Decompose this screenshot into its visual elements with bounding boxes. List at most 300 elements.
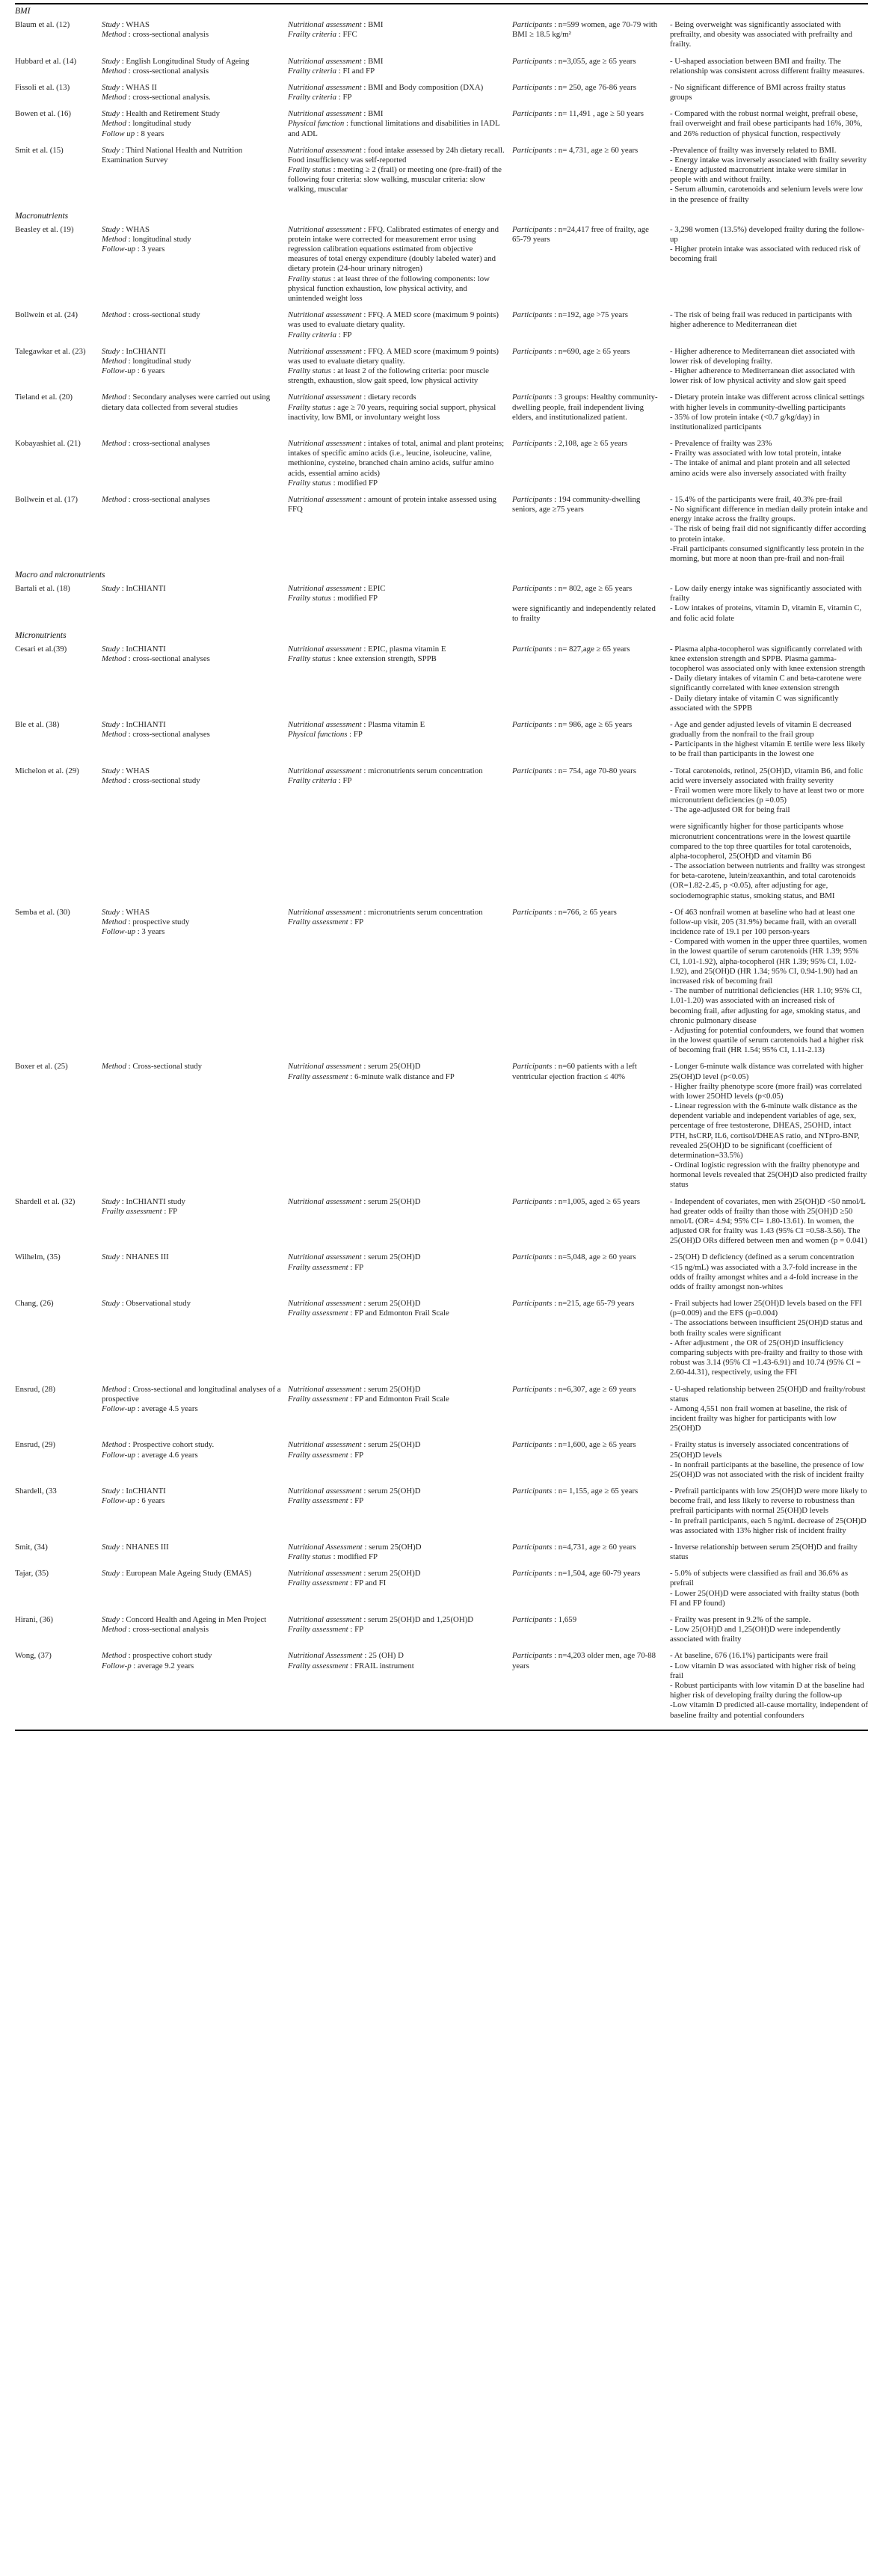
participants-cell-key: Participants (512, 1651, 553, 1661)
participants-cell-sep: : (552, 1062, 559, 1072)
study-cell-line (102, 1569, 283, 1579)
study-cell-key: Study (102, 1614, 120, 1624)
study-cell-line (102, 1625, 283, 1635)
assessment-cell-line (288, 67, 505, 76)
participants-cell (512, 439, 670, 488)
participants-cell-sep: : (552, 20, 559, 30)
participants-cell-key: Participants (512, 20, 553, 30)
study-cell-sep: : (120, 766, 126, 775)
assessment-cell-value: at least 2 of the following criteria: poor muscle strength, exhaustion, slow gait speed, low physical activity (288, 366, 489, 386)
assessment-cell (288, 584, 512, 624)
assessment-cell-sep: : (361, 907, 369, 917)
finding-line: - Adjusting for potential confounders, we found that women in the lowest quartile of serum carotenoids had a higher risk of becoming frail (HR 1.54; 95% CI, 1.11-2.13) (670, 1025, 864, 1055)
finding-line: - No significant difference of BMI across frailty status groups (670, 82, 846, 102)
participants-cell-sep: : (552, 439, 559, 449)
study-cell-sep: : (120, 1487, 126, 1496)
participants-cell-sep: : (552, 1299, 559, 1309)
participants-cell (512, 766, 670, 816)
assessment-cell-value: modified FP (337, 1552, 378, 1562)
assessment-cell-key: Frailty assessment (288, 1661, 348, 1670)
assessment-cell-key: Frailty assessment (288, 1625, 348, 1635)
study-cell-sep: : (120, 224, 126, 234)
participants-cell-line (512, 1252, 658, 1262)
finding-line: - U-shaped association between BMI and frailty. The relationship was consistent across different frailty measures. (670, 56, 865, 76)
study-cell-value: longitudinal study (132, 119, 191, 129)
table-row (15, 718, 868, 764)
study-cell-line (102, 1385, 283, 1404)
study-cell-sep: : (126, 1440, 133, 1450)
study-cell-key: Method (102, 119, 126, 129)
assessment-cell-value: at least three of the following components: low physical function exhaustion, low physical activity, and unintended weight loss (288, 274, 490, 303)
study-cell (102, 310, 288, 340)
study-cell-key: Method (102, 1651, 126, 1661)
assessment-cell-sep: : (348, 1579, 355, 1588)
finding-line: were significantly higher for those participants whose micronutrient concentrations were in the lowest quartile compared to the top three quartiles for total carotenoids, alpha-tocopherol, 25(OH)D and vitamin B6 (670, 822, 852, 861)
study-cell-line (102, 1404, 283, 1414)
table-body (15, 4, 868, 1725)
findings-cell (670, 310, 868, 340)
study-cell-key: Study (102, 1299, 120, 1309)
participants-cell-key: Participants (512, 1440, 553, 1450)
assessment-cell-sep: : (330, 274, 338, 283)
assessment-cell-key: Nutritional assessment (288, 1196, 362, 1206)
study-cell-sep: : (120, 1569, 126, 1579)
study-cell-sep: : (135, 129, 141, 138)
assessment-cell (288, 1062, 512, 1190)
study-cell-key: Follow-p (102, 1661, 132, 1670)
study-cell-sep: : (120, 1299, 126, 1309)
finding-line: - Being overweight was significantly associated with prefrailty, and obesity was associated with prefrailty and frailty. (670, 20, 852, 49)
assessment-cell-value: BMI and Body composition (DXA) (368, 82, 484, 92)
finding-line: - Low 25(OH)D and 1,25(OH)D were independently associated with frailty (670, 1625, 841, 1644)
findings-cell (670, 1197, 868, 1246)
assessment-cell (288, 1487, 512, 1536)
assessment-cell-sep: : (348, 1262, 355, 1272)
study-cell-value: WHAS (126, 224, 150, 234)
assessment-cell-value: intakes of total, animal and plant proteins; intakes of specific amino acids (i.e., leucine, isoleucine, valine, methionine, cysteine, branched chain amino acids, sulfur amino acids, essential amino acids) (288, 439, 505, 478)
assessment-cell-sep: : (330, 402, 338, 412)
author-cell: Smit et al. (15) (15, 145, 64, 155)
study-cell-sep: : (120, 82, 126, 92)
assessment-cell-key: Frailty status (288, 594, 331, 603)
table-row (15, 345, 868, 391)
study-cell-line (102, 654, 283, 664)
finding-line: - In nonfrail participants at the baseline, the presence of low 25(OH)D was not associated with the risk of incident frailty (670, 1460, 864, 1479)
assessment-cell-line (288, 393, 505, 402)
participants-cell-key: Participants (512, 145, 553, 155)
study-cell-sep: : (126, 93, 133, 102)
table-row (15, 144, 868, 209)
finding-line: - Ordinal logistic regression with the frailty phenotype and hormonal levels revealed that 25(OH)D also predicted frailty status (670, 1161, 867, 1190)
assessment-cell-line (288, 1451, 505, 1460)
finding-line: - In prefrail participants, each 5 ng/mL decrease of 25(OH)D was associated with 13% higher risk of incident frailty (670, 1516, 867, 1535)
assessment-cell-value: FP (354, 1496, 364, 1506)
participants-cell-key: Participants (512, 907, 553, 917)
assessment-cell-value: micronutrients serum concentration (368, 766, 483, 775)
finding-line: - 15.4% of the participants were frail, 40.3% pre-frail (670, 494, 843, 504)
study-cell-value: average 4.5 years (141, 1404, 198, 1413)
assessment-cell (288, 1543, 512, 1562)
findings-cell (670, 57, 868, 76)
assessment-cell-sep: : (348, 1394, 355, 1404)
study-cell (102, 1569, 288, 1608)
assessment-cell-sep: : (361, 56, 369, 66)
assessment-cell-line (288, 225, 505, 274)
findings-cell (670, 1543, 868, 1562)
study-cell-sep: : (126, 119, 133, 129)
study-cell-key: Study (102, 1252, 120, 1262)
assessment-cell-key: Nutritional assessment (288, 56, 362, 66)
study-cell-line (102, 1197, 283, 1207)
study-cell-value: NHANES III (126, 1542, 169, 1552)
assessment-cell-value: FI and FP (342, 66, 375, 76)
finding-line: - Higher protein intake was associated with reduced risk of becoming frail (670, 245, 861, 264)
finding-line: - Serum albumin, carotenoids and selenium levels were low in the presence of frailty (670, 185, 864, 204)
study-cell-sep: : (120, 1614, 126, 1624)
study-cell-line (102, 235, 283, 245)
finding-line: - Higher adherence to Mediterranean diet associated with lower risk of developing frailty. (670, 346, 855, 366)
finding-line: - Frailty was present in 9.2% of the sample. (670, 1614, 811, 1624)
participants-cell-line (512, 720, 658, 730)
participants-cell-sep: : (552, 310, 559, 320)
assessment-cell-value: amount of protein intake assessed using FFQ (288, 494, 496, 514)
findings-cell (670, 1651, 868, 1720)
table-row (15, 1438, 868, 1484)
study-cell-value: English Longitudinal Study of Ageing (126, 56, 250, 66)
participants-cell-sep: : (552, 1487, 559, 1496)
assessment-cell (288, 57, 512, 76)
assessment-cell-key: Nutritional assessment (288, 494, 362, 504)
study-cell-line (102, 917, 283, 927)
finding-line: -Prevalence of frailty was inversely related to BMI. (670, 145, 837, 155)
participants-cell-sep: : (552, 719, 559, 729)
table-row (15, 1060, 868, 1194)
assessment-cell (288, 822, 512, 900)
participants-cell (512, 1197, 670, 1246)
study-cell-sep: : (120, 907, 126, 917)
participants-cell-sep: : (552, 1440, 559, 1450)
participants-cell-value: n=1,600, age ≥ 65 years (558, 1440, 636, 1450)
assessment-cell-line (288, 274, 505, 304)
participants-cell-value: 2,108, age ≥ 65 years (558, 439, 628, 449)
assessment-cell-value: FP (342, 330, 352, 339)
findings-cell (670, 347, 868, 387)
assessment-cell-key: Physical function (288, 119, 345, 129)
finding-line: -Low vitamin D predicted all-cause mortality, independent of baseline frailty and potential confounders (670, 1700, 868, 1720)
study-cell-key: Study (102, 346, 120, 356)
study-cell-sep: : (126, 1384, 133, 1394)
study-cell-value: 6 years (141, 366, 165, 376)
table-row (15, 1297, 868, 1382)
assessment-cell-sep: : (347, 730, 354, 740)
participants-cell-key: Participants (512, 644, 553, 654)
participants-cell-key: Participants (512, 494, 553, 504)
participants-cell-line (512, 310, 658, 320)
finding-line: - Of 463 nonfrail women at baseline who had at least one follow-up visit, 205 (31.9%) became frail, with an overall incidence rate of 19.1 per 100 person-years (670, 907, 857, 937)
assessment-cell-sep: : (330, 594, 338, 603)
author-cell: Ensrud, (28) (15, 1384, 55, 1394)
assessment-cell-value: food intake assessed by 24h dietary recall. Food insufficiency was self-reported (288, 145, 505, 165)
assessment-cell-key: Nutritional assessment (288, 1252, 362, 1262)
finding-line: - Independent of covariates, men with 25(OH)D <50 nmol/L had greater odds of frailty than those with 25(OH)D ≥50 nmol/L (OR= 4.94; 95% CI= 1.80-13.61). In women, the adjusted OR for frailty was 1.43 (95% CI =0.58-3.56). The 25(OH)D ORs differed between men and women (p = 0.041) (670, 1196, 867, 1246)
author-cell: Bollwein et al. (17) (15, 494, 78, 504)
study-cell-key: Method (102, 30, 126, 40)
findings-cell (670, 1062, 868, 1190)
assessment-cell-line (288, 730, 505, 740)
participants-cell-line (512, 146, 658, 156)
study-cell-key: Method (102, 310, 126, 320)
assessment-cell (288, 439, 512, 488)
author-cell: Michelon et al. (29) (15, 766, 79, 775)
study-cell-line (102, 1615, 283, 1625)
participants-cell-sep: : (552, 346, 559, 356)
participants-cell-key: Participants (512, 439, 553, 449)
findings-cell (670, 1385, 868, 1434)
participants-cell (512, 225, 670, 304)
study-cell-sep: : (126, 775, 133, 785)
assessment-cell-line (288, 310, 505, 330)
assessment-cell-sep: : (330, 478, 338, 488)
section-header: Macronutrients (15, 211, 69, 221)
assessment-cell-key: Frailty criteria (288, 775, 337, 785)
assessment-cell-sep: : (336, 93, 343, 102)
assessment-cell-key: Nutritional assessment (288, 439, 362, 449)
assessment-cell-key: Nutritional assessment (288, 1487, 362, 1496)
assessment-cell-line (288, 30, 505, 40)
study-cell-value: cross-sectional analysis (132, 1625, 209, 1635)
assessment-cell-value: serum 25(OH)D (368, 1487, 421, 1496)
assessment-cell-value: FRAIL instrument (354, 1661, 414, 1670)
study-cell-key: Method (102, 494, 126, 504)
finding-line: - Daily dietary intake of vitamin C was significantly associated with the SPPB (670, 693, 839, 713)
assessment-cell-key: Nutritional assessment (288, 393, 362, 402)
participants-cell-key: Participants (512, 584, 553, 594)
assessment-cell-sep: : (361, 1196, 369, 1206)
assessment-cell-value: FP and Edmonton Frail Scale (354, 1309, 449, 1318)
study-cell (102, 20, 288, 50)
assessment-cell-value: BMI (368, 56, 384, 66)
assessment-cell-sep: : (361, 1252, 369, 1262)
assessment-cell (288, 1651, 512, 1720)
study-cell-value: prospective cohort study (132, 1651, 212, 1661)
assessment-cell-key: Nutritional assessment (288, 584, 362, 594)
study-cell-key: Study (102, 1487, 120, 1496)
table-row (15, 1195, 868, 1251)
finding-line: - Low vitamin D was associated with higher risk of being frail (670, 1661, 856, 1680)
participants-cell-value: n=4,731, age ≥ 60 years (558, 1542, 636, 1552)
assessment-cell-key: Physical functions (288, 730, 348, 740)
study-cell-key: Method (102, 66, 126, 76)
assessment-cell-key: Nutritional assessment (288, 20, 362, 30)
assessment-cell (288, 1385, 512, 1434)
assessment-cell-key: Nutritional assessment (288, 1299, 362, 1309)
assessment-cell-sep: : (361, 766, 369, 775)
table-row (15, 223, 868, 308)
participants-cell (512, 1651, 670, 1720)
assessment-cell-key: Frailty status (288, 274, 331, 283)
participants-cell-line (512, 645, 658, 654)
study-cell-line (102, 146, 283, 165)
finding-line: - Energy intake was inversely associated with frailty severity (670, 155, 867, 165)
table-row (15, 1383, 868, 1439)
study-cell-line (102, 1451, 283, 1460)
participants-cell-line (512, 766, 658, 776)
finding-line: - Longer 6-minute walk distance was correlated with higher 25(OH)D level (p<0.05) (670, 1062, 864, 1081)
study-cell-key: Follow-up (102, 245, 135, 254)
study-cell-line (102, 20, 283, 30)
participants-cell-line (512, 1651, 658, 1670)
section-header: Micronutrients (15, 630, 67, 640)
participants-cell-value: n= 11,491 , age ≥ 50 years (558, 109, 644, 119)
study-cell-sep: : (126, 654, 133, 663)
assessment-cell-value: serum 25(OH)D (368, 1062, 421, 1072)
study-cell-line (102, 366, 283, 376)
study-cell-sep: : (135, 1404, 142, 1413)
study-cell-line (102, 495, 283, 505)
assessment-cell-sep: : (361, 719, 369, 729)
participants-cell-value: n=192, age >75 years (558, 310, 628, 320)
assessment-cell-line (288, 1299, 505, 1309)
participants-cell (512, 1062, 670, 1190)
assessment-cell-key: Nutritional assessment (288, 1384, 362, 1394)
assessment-cell-line (288, 1072, 505, 1082)
participants-extra: were significantly and independently related to frailty (512, 604, 656, 624)
assessment-cell-sep: : (361, 82, 369, 92)
author-cell: Beasley et al. (19) (15, 224, 74, 234)
study-cell-sep: : (135, 245, 142, 254)
participants-cell-line (512, 393, 658, 422)
assessment-cell-value: EPIC (368, 584, 386, 594)
participants-cell-value: n=3,055, age ≥ 65 years (558, 56, 636, 66)
study-cell-line (102, 109, 283, 119)
findings-cell (670, 83, 868, 102)
author-cell: Wilhelm, (35) (15, 1252, 61, 1262)
study-cell-line (102, 83, 283, 93)
assessment-cell-line (288, 347, 505, 366)
assessment-cell-line (288, 331, 505, 340)
study-cell-sep: : (120, 584, 126, 594)
assessment-cell (288, 1299, 512, 1377)
finding-line: - Low daily energy intake was significantly associated with frailty (670, 584, 862, 603)
study-cell-sep: : (126, 30, 133, 40)
study-cell-line (102, 347, 283, 357)
assessment-cell (288, 109, 512, 139)
study-cell (102, 146, 288, 205)
table-row (15, 1250, 868, 1297)
study-cell-value: InCHIANTI (126, 644, 166, 654)
assessment-cell-key: Nutritional assessment (288, 719, 362, 729)
assessment-cell-value: BMI (368, 109, 384, 119)
findings-cell (670, 495, 868, 564)
section-header: BMI (15, 7, 31, 16)
participants-cell-key: Participants (512, 393, 553, 402)
study-cell-value: cross-sectional analyses (132, 439, 210, 449)
assessment-cell-line (288, 1569, 505, 1579)
participants-cell-value: n= 4,731, age ≥ 60 years (558, 145, 639, 155)
finding-line: - Prefrail participants with low 25(OH)D were more likely to become frail, and less likely to reverse to robustness than prefrail participants with normal 25(OH)D levels (670, 1487, 867, 1516)
study-cell-value: average 4.6 years (141, 1450, 198, 1460)
finding-line: - Robust participants with low vitamin D at the baseline had higher risk of developing frailty during the follow-up (670, 1680, 864, 1700)
assessment-cell-sep: : (336, 30, 343, 40)
finding-line: - The age-adjusted OR for being frail (670, 805, 790, 815)
assessment-cell-line (288, 766, 505, 776)
assessment-cell-value: FP (354, 1625, 364, 1635)
study-cell-sep: : (120, 346, 126, 356)
participants-cell-line (512, 1197, 658, 1207)
author-cell: Tieland et al. (20) (15, 393, 73, 402)
assessment-cell-value: serum 25(OH)D and 1,25(OH)D (368, 1614, 474, 1624)
participants-cell-key: Participants (512, 1299, 553, 1309)
study-cell-value: Third National Health and Nutrition Examination Survey (102, 145, 243, 165)
study-cell-line (102, 766, 283, 776)
study-cell-line (102, 93, 283, 102)
study-cell-value: WHAS (126, 20, 150, 30)
assessment-cell-value: FP (342, 775, 352, 785)
study-cell-line (102, 245, 283, 254)
finding-line: - 25(OH) D deficiency (defined as a serum concentration <15 ng/mL) was associated with a 3.7-fold increase in the odds of frailty amongst whites and a 4-fold increase in the odds of frailty amongst non-whites (670, 1252, 858, 1291)
study-cell-line (102, 1487, 283, 1496)
assessment-cell-line (288, 645, 505, 654)
study-cell-key: Study (102, 766, 120, 775)
finding-line: - The associations between insufficient 25(OH)D status and both frailty scales were significant (670, 1318, 863, 1338)
study-cell-key: Method (102, 356, 126, 366)
section-header: Macro and micronutrients (15, 571, 105, 580)
study-cell (102, 1299, 288, 1377)
assessment-cell-sep: : (361, 584, 369, 594)
findings-cell (670, 645, 868, 713)
findings-cell (670, 1615, 868, 1645)
study-cell-key: Study (102, 224, 120, 234)
study-cell-line (102, 393, 283, 412)
study-cell-key: Frailty assessment (102, 1206, 162, 1216)
assessment-cell-value: modified FP (337, 594, 378, 603)
study-cell-value: Cross-sectional and longitudinal analyses of a prospective (102, 1384, 281, 1404)
assessment-cell-value: Plasma vitamin E (368, 719, 425, 729)
study-cell-value: cross-sectional study (132, 310, 200, 320)
study-cell-sep: : (126, 439, 133, 449)
finding-line: - Prevalence of frailty was 23% (670, 439, 772, 449)
participants-cell-line (512, 57, 658, 67)
assessment-cell-sep: : (361, 310, 369, 320)
finding-line: - Linear regression with the 6-minute walk distance as the dependent variable and independent variables of age, sex, percentage of free testosterone, DHEAS, 25OHD, intact PTH, hsCRP, IL6, cortisol/DHEAS ratio, and NTpro-BNP, revealed 25(OH)D to be significant (coefficient of determination=33.5%) (670, 1101, 860, 1160)
participants-cell-line (512, 1615, 658, 1625)
study-cell (102, 1252, 288, 1292)
study-cell-value: 3 years (141, 927, 165, 937)
participants-cell-line (512, 347, 658, 357)
participants-cell (512, 1569, 670, 1608)
participants-cell-sep: : (552, 644, 559, 654)
assessment-cell-line (288, 720, 505, 730)
participants-cell (512, 1252, 670, 1292)
study-cell-value: FP (168, 1206, 178, 1216)
assessment-cell-sep: : (361, 145, 369, 155)
participants-cell-key: Participants (512, 109, 553, 119)
assessment-cell-value: FP (354, 1262, 364, 1272)
participants-cell-sep: : (552, 1542, 559, 1552)
participants-cell (512, 495, 670, 564)
assessment-cell (288, 393, 512, 432)
participants-cell-value: n=1,504, age 60-79 years (558, 1569, 641, 1579)
study-cell (102, 1385, 288, 1434)
participants-cell-sep: : (552, 1614, 559, 1624)
assessment-cell-line (288, 1543, 505, 1552)
assessment-cell-sep: : (336, 775, 343, 785)
participants-cell-sep: : (552, 109, 559, 119)
study-cell-value: 6 years (141, 1496, 165, 1506)
assessment-cell-line (288, 1385, 505, 1395)
study-cell-key: Follow-up (102, 1450, 135, 1460)
study-cell-value: WHAS (126, 766, 150, 775)
